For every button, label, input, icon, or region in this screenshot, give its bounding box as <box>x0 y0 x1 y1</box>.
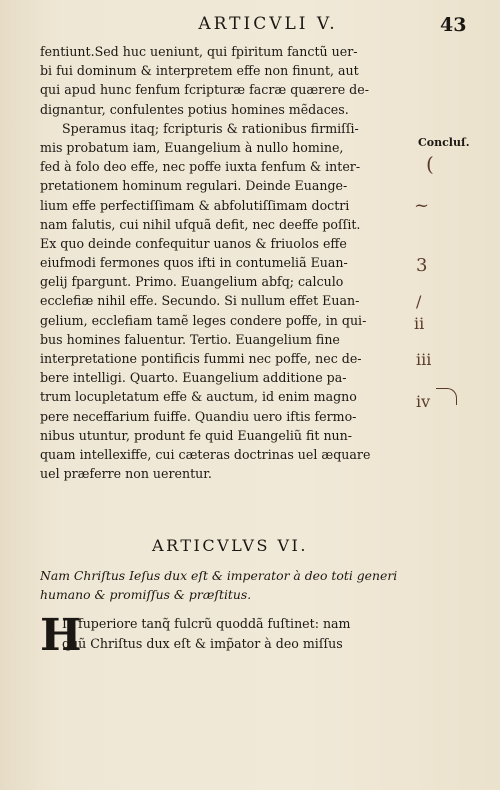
text-line: bere intelligi. Quarto. Euangelium additione pa- <box>40 370 347 386</box>
handwritten-mark: iv <box>416 392 431 411</box>
text-line: interpretatione pontificis fummi nec poffe, nec de- <box>40 351 362 366</box>
text-line: nam falutis, cui nihil ufquã defit, nec deeffe poſſit. <box>40 216 361 232</box>
handwritten-mark: iii <box>416 350 432 369</box>
text-line: fed à folo deo effe, nec poffe iuxta fenfum & inter- <box>40 159 361 175</box>
section-heading: ARTICVLVS VI. <box>152 536 308 555</box>
article-body <box>40 42 408 483</box>
drop-cap: H <box>40 610 82 661</box>
text-line: mis probatum iam, Euangelium à nullo homine, <box>40 139 344 155</box>
text-line: trum locupletatum effe & auctum, id enim magno <box>40 389 357 405</box>
page-number: 43 <box>440 14 467 36</box>
text-line: Ex quo deinde confequitur uanos & friuolos effe <box>40 235 347 251</box>
text-line: quũ Chriſtus dux eſt & imp̃ator à deo miſſus <box>62 636 343 651</box>
text-line: lium effe perfectiſſimam & abfolutiſſimam doctri <box>40 197 350 213</box>
text-line: Ic fuperiore tanq̃ fulcrũ quoddã fuſtinet: nam <box>62 616 351 631</box>
text-line: ecclefiæ nihil effe. Secundo. Si nullum effet Euan- <box>40 293 360 309</box>
text-line: qui apud hunc fenfum fcripturæ facræ quærere de- <box>40 82 369 98</box>
text-line: quam intellexiffe, cui cæteras doctrinas uel æquare <box>40 446 371 462</box>
running-header: ARTICVLI V. <box>198 14 338 34</box>
italic-line: Nam Chriſtus Ieſus dux eſt & imperator à deo toti generi <box>40 568 398 583</box>
text-line: pere neceffarium fuiffe. Quandiu uero iftis fermo- <box>40 408 357 424</box>
text-line: gelium, ecclefiam tamẽ leges condere poffe, in qui- <box>40 312 367 328</box>
text-line: pretationem hominum regulari. Deinde Euange- <box>40 178 348 194</box>
text-line: bus homines faluentur. Tertio. Euangelium fine <box>40 331 340 347</box>
text-line: nibus utuntur, produnt fe quid Euangeliũ fit nun- <box>40 427 353 443</box>
margin-note: Concluſ. <box>418 136 470 149</box>
italic-line: humano & promiſſus & præſtitus. <box>40 587 252 603</box>
text-line: bi fui dominum & interpretem effe non finunt, aut <box>40 63 359 79</box>
handwritten-mark: ( <box>426 152 434 176</box>
text-line: Speramus itaq; fcripturis & rationibus firmiſſi- <box>62 120 359 136</box>
handwritten-mark: ~ <box>414 195 430 216</box>
text-line: fentiunt.Sed huc ueniunt, qui fpiritum fanctũ uer- <box>40 44 358 59</box>
text-line: eiufmodi fermones quos ifti in contumeliã Euan- <box>40 255 348 271</box>
handwritten-mark: 3 <box>416 255 428 276</box>
text-line: gelij fpargunt. Primo. Euangelium abfq; calculo <box>40 274 344 290</box>
handwritten-bracket <box>436 388 457 405</box>
handwritten-mark: ii <box>414 314 425 333</box>
italic-summary <box>40 566 420 604</box>
text-line: dignantur, confulentes potius homines mẽdaces. <box>40 101 349 117</box>
handwritten-mark: / <box>416 292 422 311</box>
final-paragraph <box>40 610 420 661</box>
text-line: uel præferre non uerentur. <box>40 466 212 482</box>
